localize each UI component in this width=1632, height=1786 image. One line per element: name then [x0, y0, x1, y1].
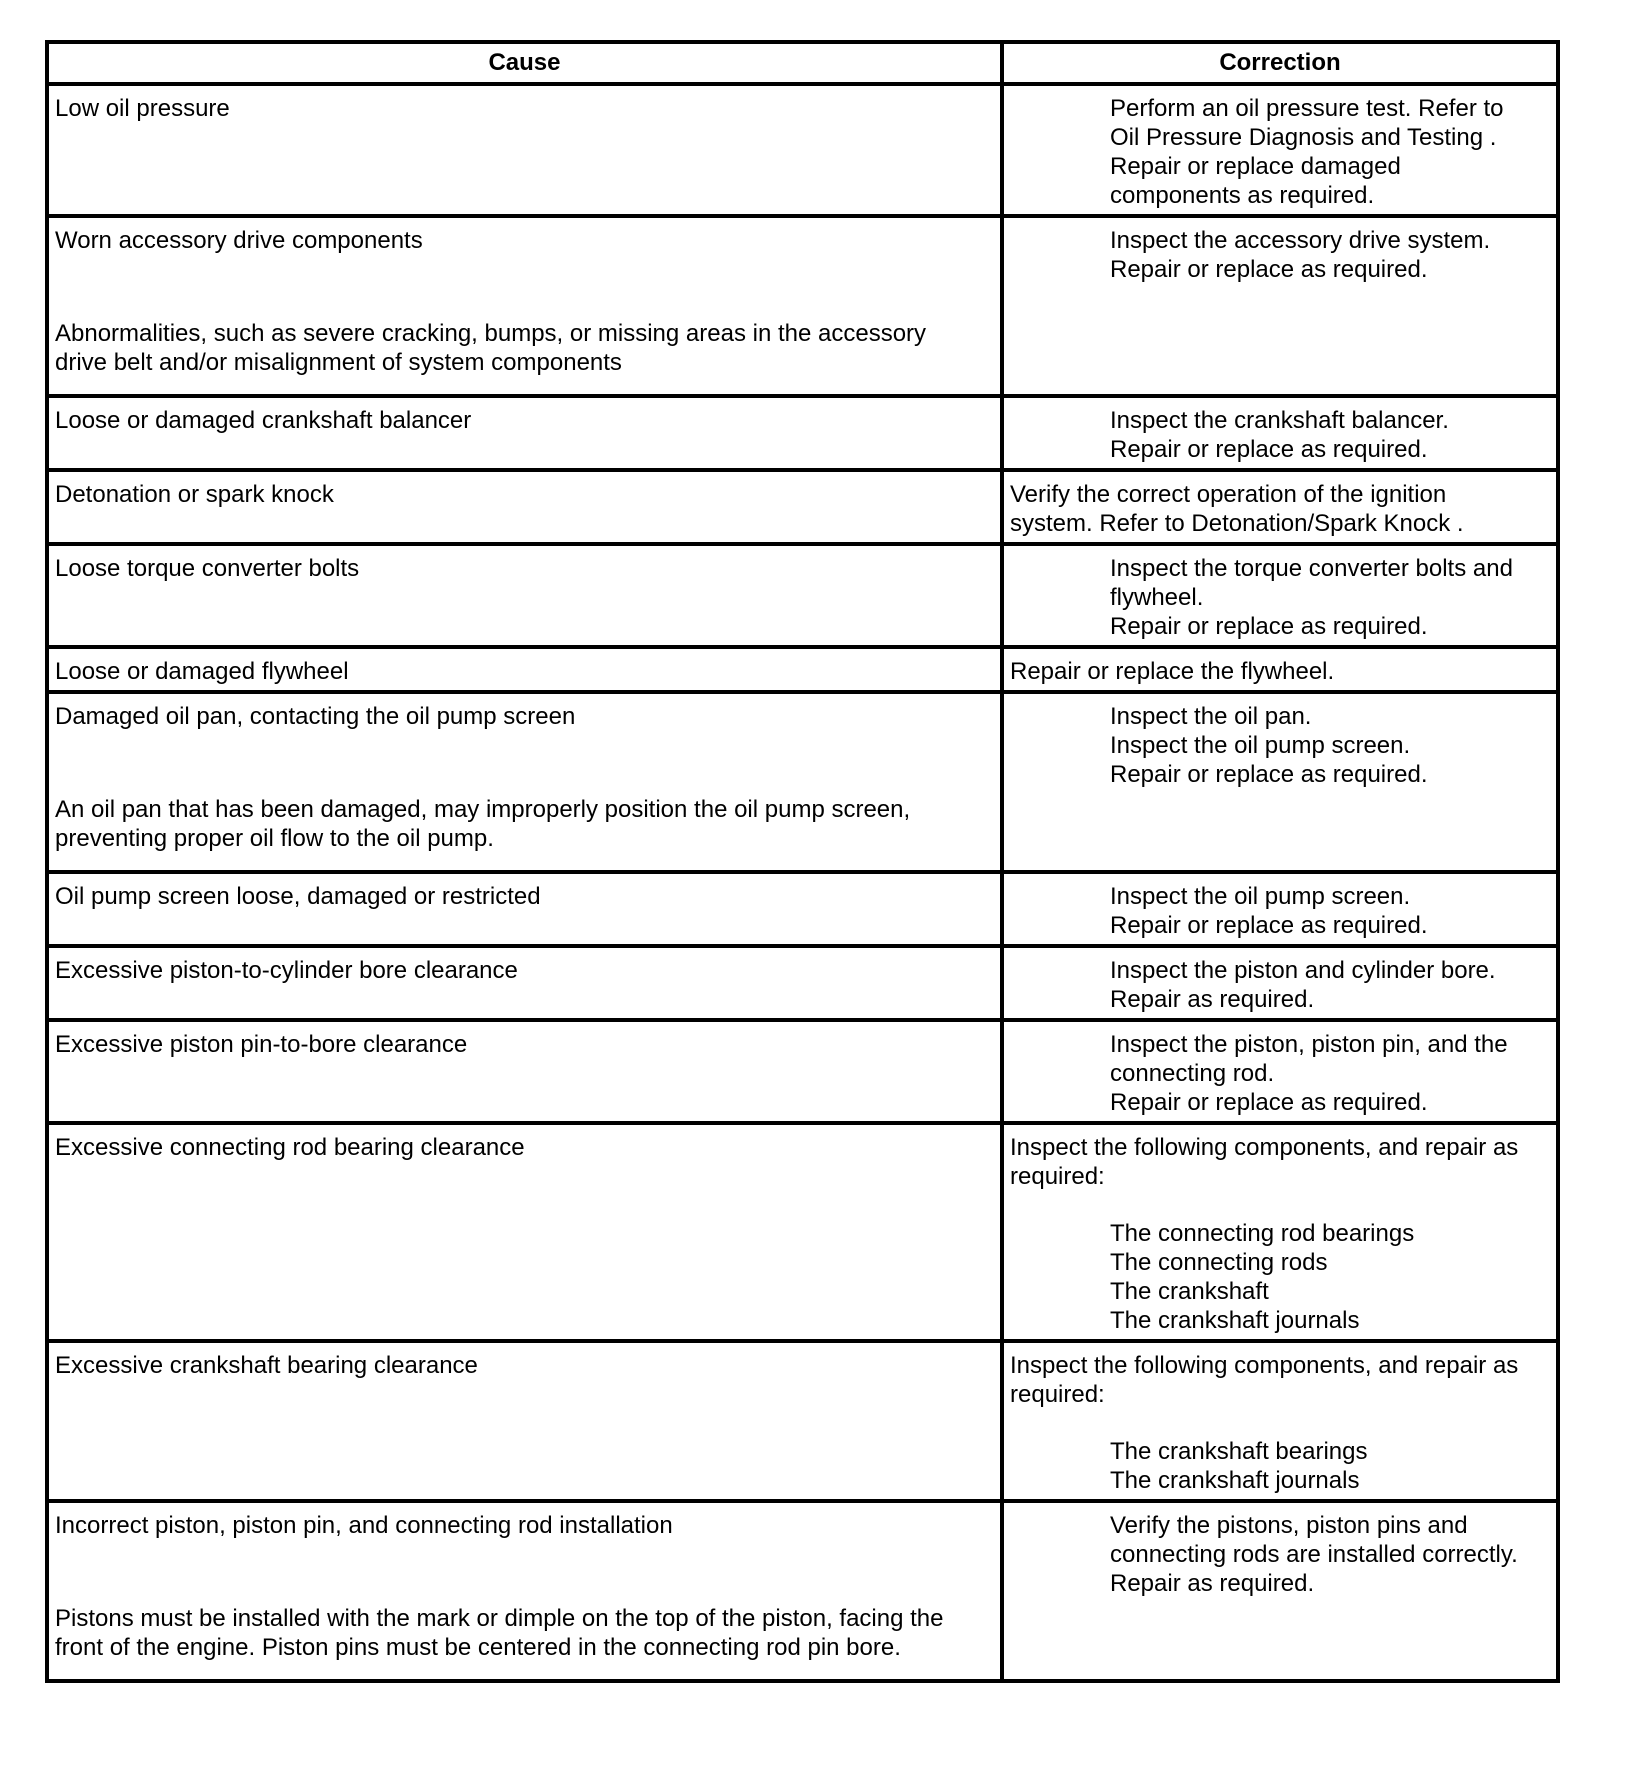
cause-note-line: front of the engine. Piston pins must be centered in the connecting rod pin bore.	[55, 1634, 901, 1661]
correction-cell	[1002, 396, 1558, 470]
correction-intro-line: Repair or replace the flywheel.	[1010, 658, 1335, 685]
table-row	[47, 1341, 1558, 1501]
correction-step-line: Inspect the piston, piston pin, and the	[1110, 1031, 1508, 1058]
correction-cell	[1002, 1341, 1558, 1501]
cause-title: Excessive piston pin-to-bore clearance	[55, 1031, 468, 1058]
correction-cell	[1002, 692, 1558, 872]
correction-step-line: The crankshaft journals	[1110, 1467, 1360, 1494]
correction-intro-line: required:	[1010, 1381, 1105, 1408]
correction-intro-line: Verify the correct operation of the ignition	[1010, 481, 1447, 508]
correction-step-line: Oil Pressure Diagnosis and Testing .	[1110, 124, 1497, 151]
correction-cell	[1002, 1020, 1558, 1123]
correction-cell	[1002, 1501, 1558, 1681]
correction-cell	[1002, 872, 1558, 946]
cause-note-line: Pistons must be installed with the mark or dimple on the top of the piston, facing the	[55, 1605, 944, 1632]
correction-step-line: Repair or replace damaged	[1110, 153, 1401, 180]
cause-title: Loose torque converter bolts	[55, 555, 360, 582]
correction-step-line: The connecting rods	[1110, 1249, 1328, 1276]
cause-note-line: drive belt and/or misalignment of system components	[55, 349, 622, 376]
correction-step-line: Inspect the piston and cylinder bore.	[1110, 957, 1496, 984]
cause-title: Loose or damaged crankshaft balancer	[55, 407, 472, 434]
cause-cell	[47, 872, 1002, 946]
cause-cell	[47, 396, 1002, 470]
cause-note-line: Abnormalities, such as severe cracking, bumps, or missing areas in the accessory	[55, 320, 927, 347]
table-row	[47, 872, 1558, 946]
correction-step-line: flywheel.	[1110, 584, 1204, 611]
correction-step-line: Inspect the crankshaft balancer.	[1110, 407, 1449, 434]
correction-step-line: Inspect the oil pump screen.	[1110, 883, 1411, 910]
correction-step-line: Repair or replace as required.	[1110, 436, 1428, 463]
table-row	[47, 647, 1558, 692]
correction-step-line: The crankshaft journals	[1110, 1307, 1360, 1334]
correction-step-line: Repair as required.	[1110, 986, 1315, 1013]
cause-cell	[47, 544, 1002, 647]
cause-title: Low oil pressure	[55, 95, 230, 122]
correction-step-line: Repair as required.	[1110, 1570, 1315, 1597]
table-row	[47, 946, 1558, 1020]
header-row	[47, 42, 1558, 84]
table-row	[47, 1020, 1558, 1123]
correction-intro-line: required:	[1010, 1163, 1105, 1190]
correction-step-line: The connecting rod bearings	[1110, 1220, 1415, 1247]
cause-cell	[47, 946, 1002, 1020]
cause-cell	[47, 84, 1002, 216]
correction-step-line: Perform an oil pressure test. Refer to	[1110, 95, 1504, 122]
cause-cell	[47, 1501, 1002, 1681]
cause-header: Cause	[47, 42, 1002, 84]
table-body	[47, 84, 1558, 1681]
correction-step-line: Repair or replace as required.	[1110, 613, 1428, 640]
cause-title: Damaged oil pan, contacting the oil pump screen	[55, 703, 576, 730]
table-row	[47, 470, 1558, 544]
correction-step-line: components as required.	[1110, 182, 1375, 209]
table-row	[47, 396, 1558, 470]
correction-cell	[1002, 544, 1558, 647]
correction-step-line: The crankshaft bearings	[1110, 1438, 1368, 1465]
cause-title: Detonation or spark knock	[55, 481, 334, 508]
cause-title: Oil pump screen loose, damaged or restricted	[55, 883, 541, 910]
correction-intro-line: Inspect the following components, and repair as	[1010, 1134, 1519, 1161]
correction-cell	[1002, 647, 1558, 692]
cause-title: Excessive crankshaft bearing clearance	[55, 1352, 478, 1379]
correction-intro-line: Inspect the following components, and repair as	[1010, 1352, 1519, 1379]
correction-step-line: connecting rod.	[1110, 1060, 1275, 1087]
cause-cell	[47, 647, 1002, 692]
cause-note-line: preventing proper oil flow to the oil pump.	[55, 825, 494, 852]
table-row	[47, 84, 1558, 216]
cause-title: Excessive connecting rod bearing clearance	[55, 1134, 525, 1161]
cause-cell	[47, 470, 1002, 544]
cause-cell	[47, 692, 1002, 872]
correction-step-line: Repair or replace as required.	[1110, 761, 1428, 788]
cause-title: Excessive piston-to-cylinder bore clearance	[55, 957, 518, 984]
table-row	[47, 692, 1558, 872]
cause-cell	[47, 216, 1002, 396]
cause-title: Incorrect piston, piston pin, and connecting rod installation	[55, 1512, 673, 1539]
correction-step-line: Inspect the torque converter bolts and	[1110, 555, 1513, 582]
cause-cell	[47, 1020, 1002, 1123]
correction-cell	[1002, 216, 1558, 396]
cause-cell	[47, 1123, 1002, 1341]
correction-step-line: Repair or replace as required.	[1110, 256, 1428, 283]
correction-cell	[1002, 84, 1558, 216]
correction-step-line: Repair or replace as required.	[1110, 1089, 1428, 1116]
correction-cell	[1002, 946, 1558, 1020]
table-row	[47, 216, 1558, 396]
cause-note-line: An oil pan that has been damaged, may improperly position the oil pump screen,	[55, 796, 911, 823]
table-row	[47, 1501, 1558, 1681]
correction-cell	[1002, 470, 1558, 544]
cause-title: Worn accessory drive components	[55, 227, 423, 254]
correction-step-line: Inspect the oil pump screen.	[1110, 732, 1411, 759]
cause-title: Loose or damaged flywheel	[55, 658, 349, 685]
correction-step-line: Inspect the oil pan.	[1110, 703, 1312, 730]
correction-step-line: Inspect the accessory drive system.	[1110, 227, 1491, 254]
table-row	[47, 1123, 1558, 1341]
table-row	[47, 544, 1558, 647]
cause-cell	[47, 1341, 1002, 1501]
correction-step-line: Repair or replace as required.	[1110, 912, 1428, 939]
correction-cell	[1002, 1123, 1558, 1341]
correction-header: Correction	[1002, 42, 1558, 84]
correction-step-line: The crankshaft	[1110, 1278, 1269, 1305]
correction-step-line: connecting rods are installed correctly.	[1110, 1541, 1518, 1568]
cause-correction-table	[45, 40, 1560, 1683]
correction-step-line: Verify the pistons, piston pins and	[1110, 1512, 1468, 1539]
correction-intro-line: system. Refer to Detonation/Spark Knock .	[1010, 510, 1464, 537]
